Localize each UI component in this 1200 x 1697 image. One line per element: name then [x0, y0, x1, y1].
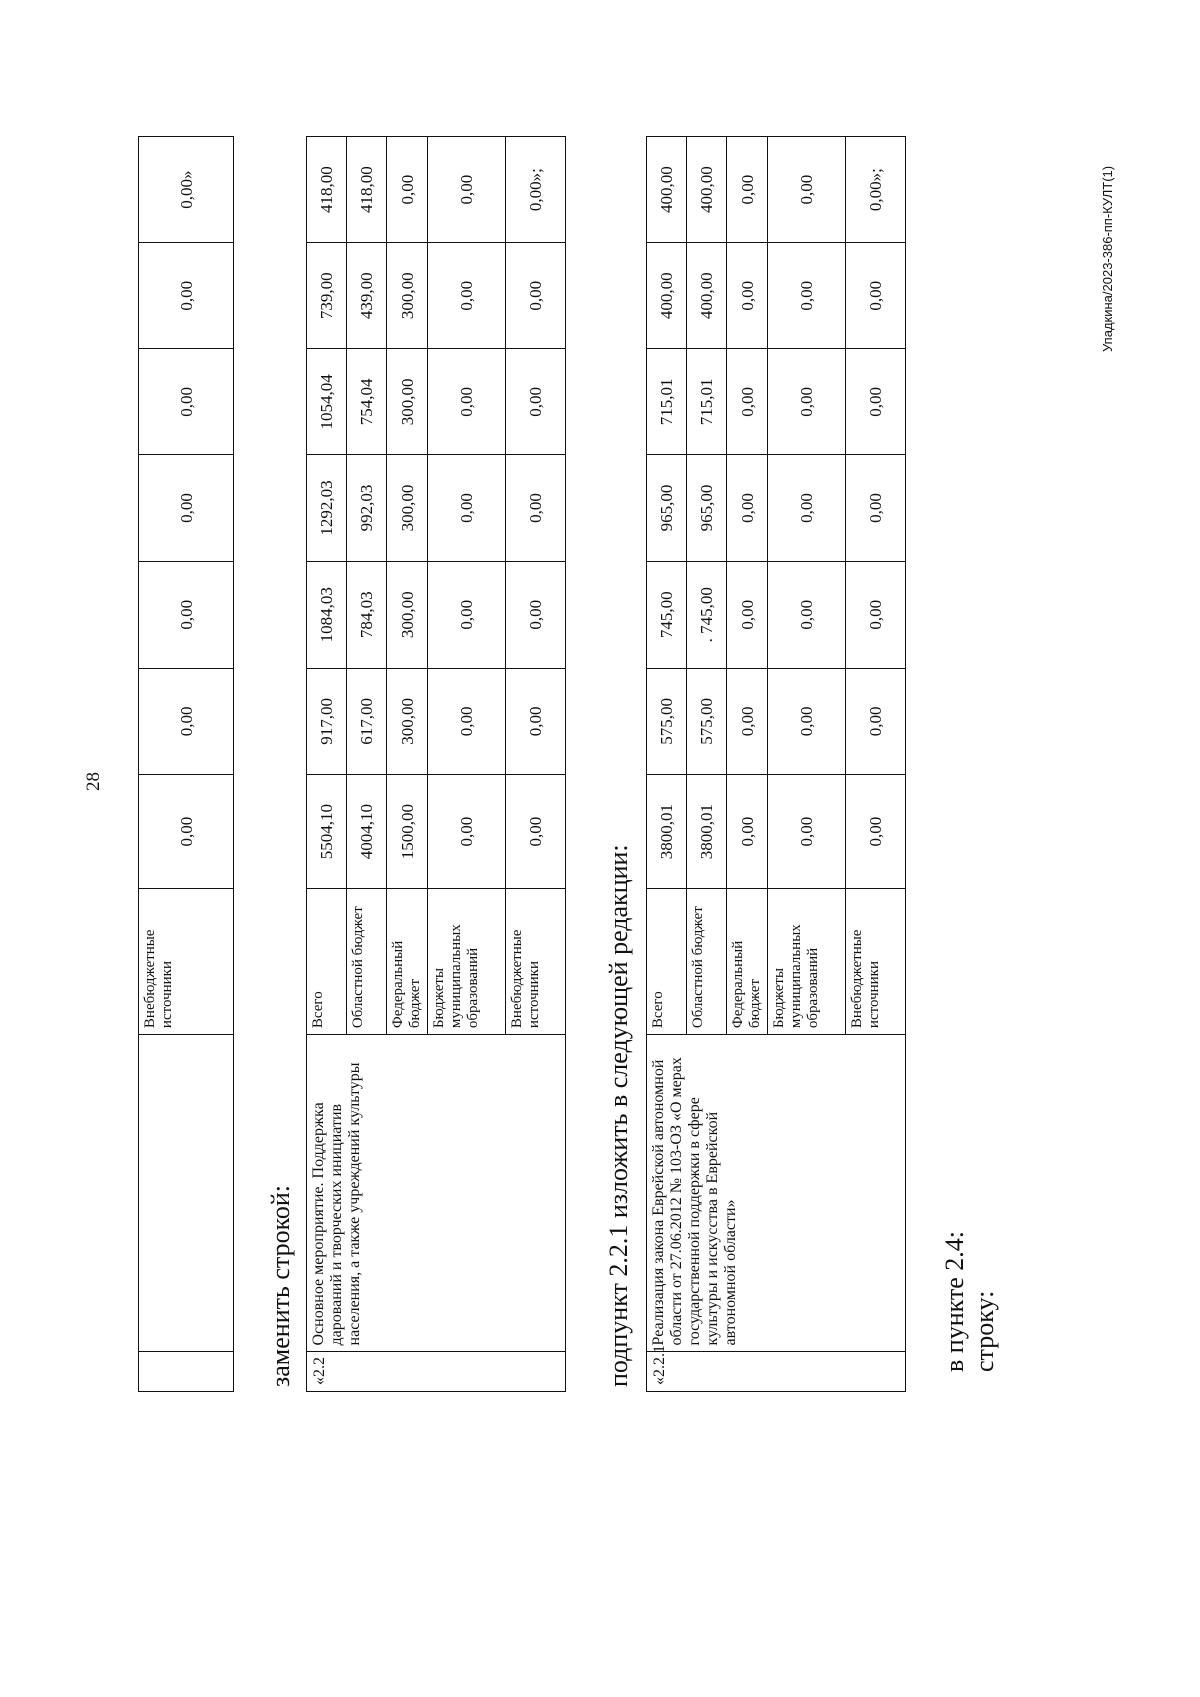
value-cell: 0,00 [506, 243, 566, 349]
value-cell: 715,01 [687, 349, 727, 455]
table-row [307, 137, 347, 1392]
value-cell: 300,00 [387, 561, 428, 668]
value-cell: 0,00 [139, 243, 234, 349]
value-cell: 0,00 [846, 774, 906, 888]
value-cell: . 745,00 [687, 561, 727, 668]
source-cell: Федеральный бюджет [727, 889, 768, 1035]
value-cell: 0,00 [727, 137, 768, 243]
value-cell: 575,00 [687, 668, 727, 774]
value-cell: 1292,03 [307, 455, 347, 561]
value-cell: 745,00 [647, 561, 687, 668]
table-item-2-2-1 [646, 136, 906, 1392]
heading-replace-with: заменить строкой: [266, 1184, 295, 1387]
heading-subpoint: подпункт 2.2.1 изложить в следующей редакции: [604, 844, 633, 1387]
value-cell: 0,00 [768, 455, 846, 561]
page-number: 28 [83, 772, 104, 791]
source-cell: Всего [647, 889, 687, 1035]
value-cell: 917,00 [307, 668, 347, 774]
value-cell: 784,03 [347, 561, 387, 668]
value-cell: 1500,00 [387, 774, 428, 888]
value-cell: 0,00 [506, 455, 566, 561]
value-cell: 992,03 [347, 455, 387, 561]
value-cell: 965,00 [647, 455, 687, 561]
value-cell: 0,00 [139, 561, 234, 668]
value-cell: 0,00 [506, 668, 566, 774]
value-cell: 0,00 [846, 349, 906, 455]
value-cell: 3800,01 [687, 774, 727, 888]
footer-reference: Упадкина/2023-386-пп-КУЛТ(1) [1100, 165, 1115, 352]
value-cell: 0,00 [846, 561, 906, 668]
value-cell: 400,00 [647, 137, 687, 243]
value-cell: 0,00 [139, 455, 234, 561]
source-cell: Бюджеты муниципальных образований [428, 889, 506, 1035]
code-cell: «2.2 [307, 1352, 566, 1392]
value-cell: 0,00» [139, 137, 234, 243]
value-cell: 715,01 [647, 349, 687, 455]
value-cell: 300,00 [387, 455, 428, 561]
value-cell: 617,00 [347, 668, 387, 774]
value-cell: 400,00 [687, 137, 727, 243]
value-cell: 5504,10 [307, 774, 347, 888]
value-cell: 754,04 [347, 349, 387, 455]
value-cell: 0,00 [428, 668, 506, 774]
value-cell: 300,00 [387, 243, 428, 349]
value-cell: 0,00»; [846, 137, 906, 243]
value-cell: 300,00 [387, 349, 428, 455]
value-cell: 0,00 [506, 774, 566, 888]
value-cell: 1084,03 [307, 561, 347, 668]
source-cell: Внебюджетные источники [506, 889, 566, 1035]
value-cell: 0,00 [506, 349, 566, 455]
value-cell: 0,00 [846, 243, 906, 349]
value-cell: 4004,10 [347, 774, 387, 888]
value-cell: 0,00 [727, 774, 768, 888]
value-cell: 0,00 [506, 561, 566, 668]
heading-line: строку: [970, 1290, 999, 1372]
value-cell: 418,00 [307, 137, 347, 243]
source-cell: Областной бюджет [687, 889, 727, 1035]
value-cell: 965,00 [687, 455, 727, 561]
value-cell: 0,00 [768, 243, 846, 349]
value-cell: 300,00 [387, 668, 428, 774]
source-cell: Бюджеты муниципальных образований [768, 889, 846, 1035]
description-cell: Реализация закона Еврейской автономной области от 27.06.2012 № 103-ОЗ «О мерах государственной поддержки в сфере культуры и искусства в Еврейской автономной области» [647, 1035, 906, 1352]
table-row [647, 137, 687, 1392]
source-cell: Внебюджетные источники [139, 889, 234, 1035]
value-cell: 0,00 [428, 455, 506, 561]
value-cell: 0,00 [768, 774, 846, 888]
value-cell: 0,00 [846, 455, 906, 561]
description-cell: Основное мероприятие. Поддержка дарований и творческих инициатив населения, а также учреждений культуры [307, 1035, 566, 1352]
value-cell: 739,00 [307, 243, 347, 349]
value-cell: 0,00 [428, 774, 506, 888]
table-item-2-2 [306, 136, 566, 1392]
value-cell: 0,00 [727, 243, 768, 349]
value-cell: 0,00 [139, 668, 234, 774]
value-cell: 439,00 [347, 243, 387, 349]
value-cell: 0,00 [139, 349, 234, 455]
value-cell: 0,00 [846, 668, 906, 774]
value-cell: 0,00 [727, 349, 768, 455]
value-cell: 0,00 [387, 137, 428, 243]
value-cell: 0,00 [428, 243, 506, 349]
value-cell: 0,00 [428, 137, 506, 243]
value-cell: 0,00 [727, 668, 768, 774]
value-cell: 575,00 [647, 668, 687, 774]
value-cell: 0,00 [727, 561, 768, 668]
source-cell: Областной бюджет [347, 889, 387, 1035]
source-cell: Внебюджетные источники [846, 889, 906, 1035]
code-cell [139, 1352, 234, 1392]
value-cell: 3800,01 [647, 774, 687, 888]
value-cell: 0,00 [428, 561, 506, 668]
source-cell: Федеральный бюджет [387, 889, 428, 1035]
value-cell: 0,00 [768, 349, 846, 455]
code-cell: «2.2.1 [647, 1352, 906, 1392]
value-cell: 0,00»; [506, 137, 566, 243]
value-cell: 0,00 [727, 455, 768, 561]
value-cell: 1054,04 [307, 349, 347, 455]
description-cell [139, 1035, 234, 1352]
value-cell: 400,00 [647, 243, 687, 349]
value-cell: 0,00 [768, 668, 846, 774]
table-row [139, 137, 234, 1392]
source-cell: Всего [307, 889, 347, 1035]
value-cell: 0,00 [428, 349, 506, 455]
value-cell: 400,00 [687, 243, 727, 349]
value-cell: 418,00 [347, 137, 387, 243]
value-cell: 0,00 [768, 561, 846, 668]
heading-in-point: в пункте 2.4: [940, 1230, 969, 1372]
table-previous-row [138, 136, 234, 1392]
value-cell: 0,00 [139, 774, 234, 888]
value-cell: 0,00 [768, 137, 846, 243]
